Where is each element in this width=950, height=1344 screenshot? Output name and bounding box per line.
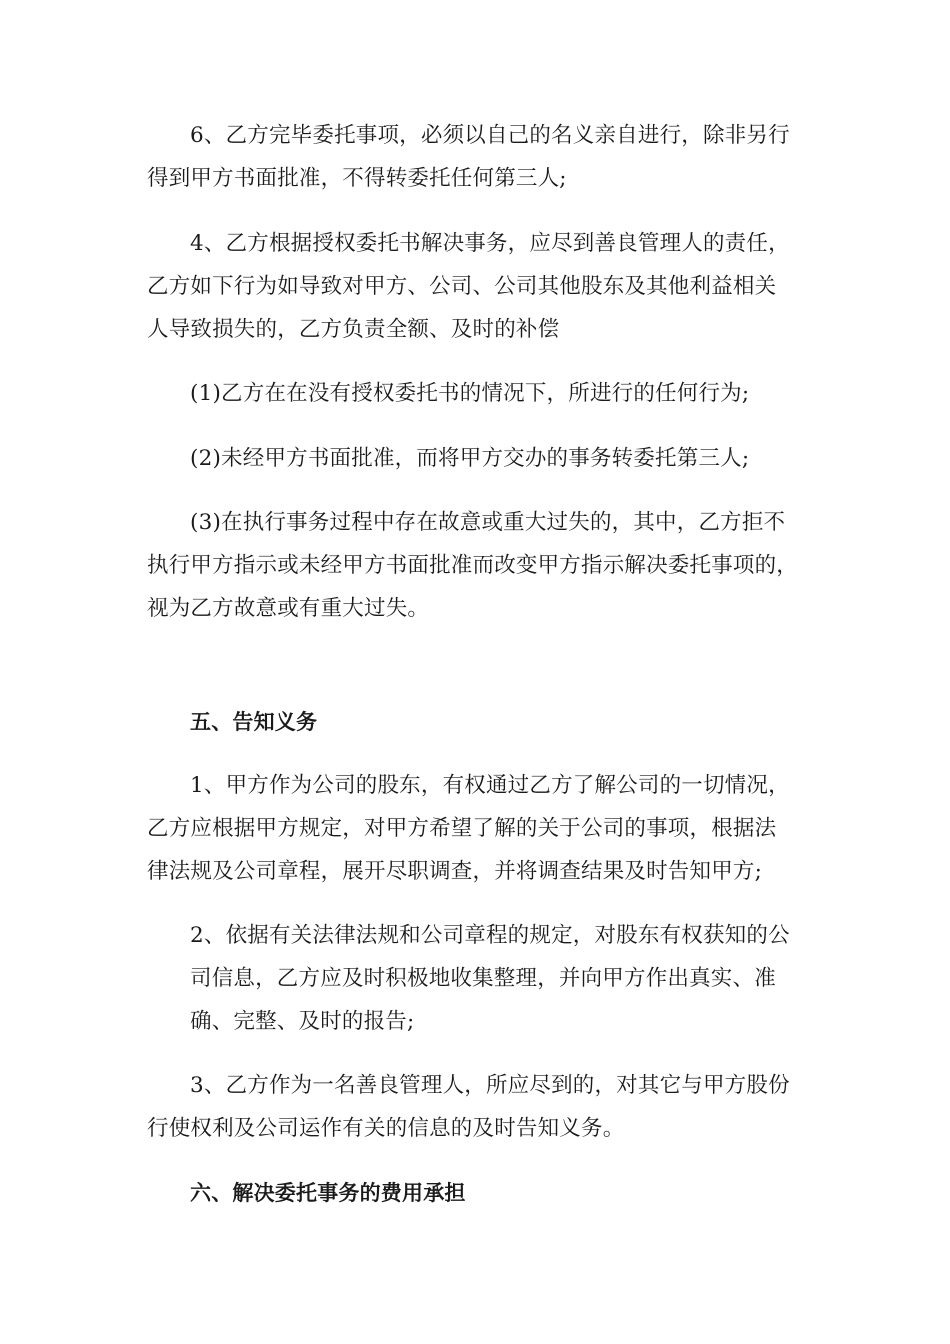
paragraph-6-line-2: 得到甲方书面批准，不得转委托任何第三人; (147, 166, 567, 191)
list-item-1: (1)乙方在在没有授权委托书的情况下，所进行的任何行为; (190, 381, 750, 406)
section5-paragraph-1-line-2: 乙方应根据甲方规定，对甲方希望了解的关于公司的事项，根据法 (147, 816, 777, 841)
section-heading-5: 五、告知义务 (190, 710, 318, 734)
section-heading-6: 六、解决委托事务的费用承担 (190, 1181, 466, 1205)
section5-paragraph-3-line-2: 行使权利及公司运作有关的信息的及时告知义务。 (147, 1116, 625, 1141)
section5-paragraph-2-line-1: 2、依据有关法律法规和公司章程的规定，对股东有权获知的公 (190, 923, 790, 948)
paragraph-4-line-3: 人导致损失的，乙方负责全额、及时的补偿 (147, 317, 560, 342)
section5-paragraph-3-line-1: 3、乙方作为一名善良管理人，所应尽到的，对其它与甲方股份 (190, 1073, 790, 1098)
section5-paragraph-1-line-1: 1、甲方作为公司的股东，有权通过乙方了解公司的一切情况， (190, 773, 790, 798)
paragraph-4-line-1: 4、乙方根据授权委托书解决事务，应尽到善良管理人的责任， (190, 231, 790, 256)
section5-paragraph-2-line-3: 确、完整、及时的报告; (190, 1009, 415, 1034)
list-item-3-line-1: (3)在执行事务过程中存在故意或重大过失的，其中，乙方拒不 (190, 510, 786, 535)
section5-paragraph-2-line-2: 司信息，乙方应及时积极地收集整理，并向甲方作出真实、准 (190, 966, 776, 991)
list-item-3-line-3: 视为乙方故意或有重大过失。 (147, 596, 430, 621)
paragraph-4-line-2: 乙方如下行为如导致对甲方、公司、公司其他股东及其他利益相关 (147, 274, 777, 299)
list-item-3-line-2: 执行甲方指示或未经甲方书面批准而改变甲方指示解决委托事项的， (147, 553, 799, 578)
list-item-2: (2)未经甲方书面批准，而将甲方交办的事务转委托第三人; (190, 446, 750, 471)
section5-paragraph-1-line-3: 律法规及公司章程，展开尽职调查，并将调查结果及时告知甲方; (147, 859, 763, 884)
paragraph-6-line-1: 6、乙方完毕委托事项，必须以自己的名义亲自进行，除非另行 (190, 123, 790, 148)
